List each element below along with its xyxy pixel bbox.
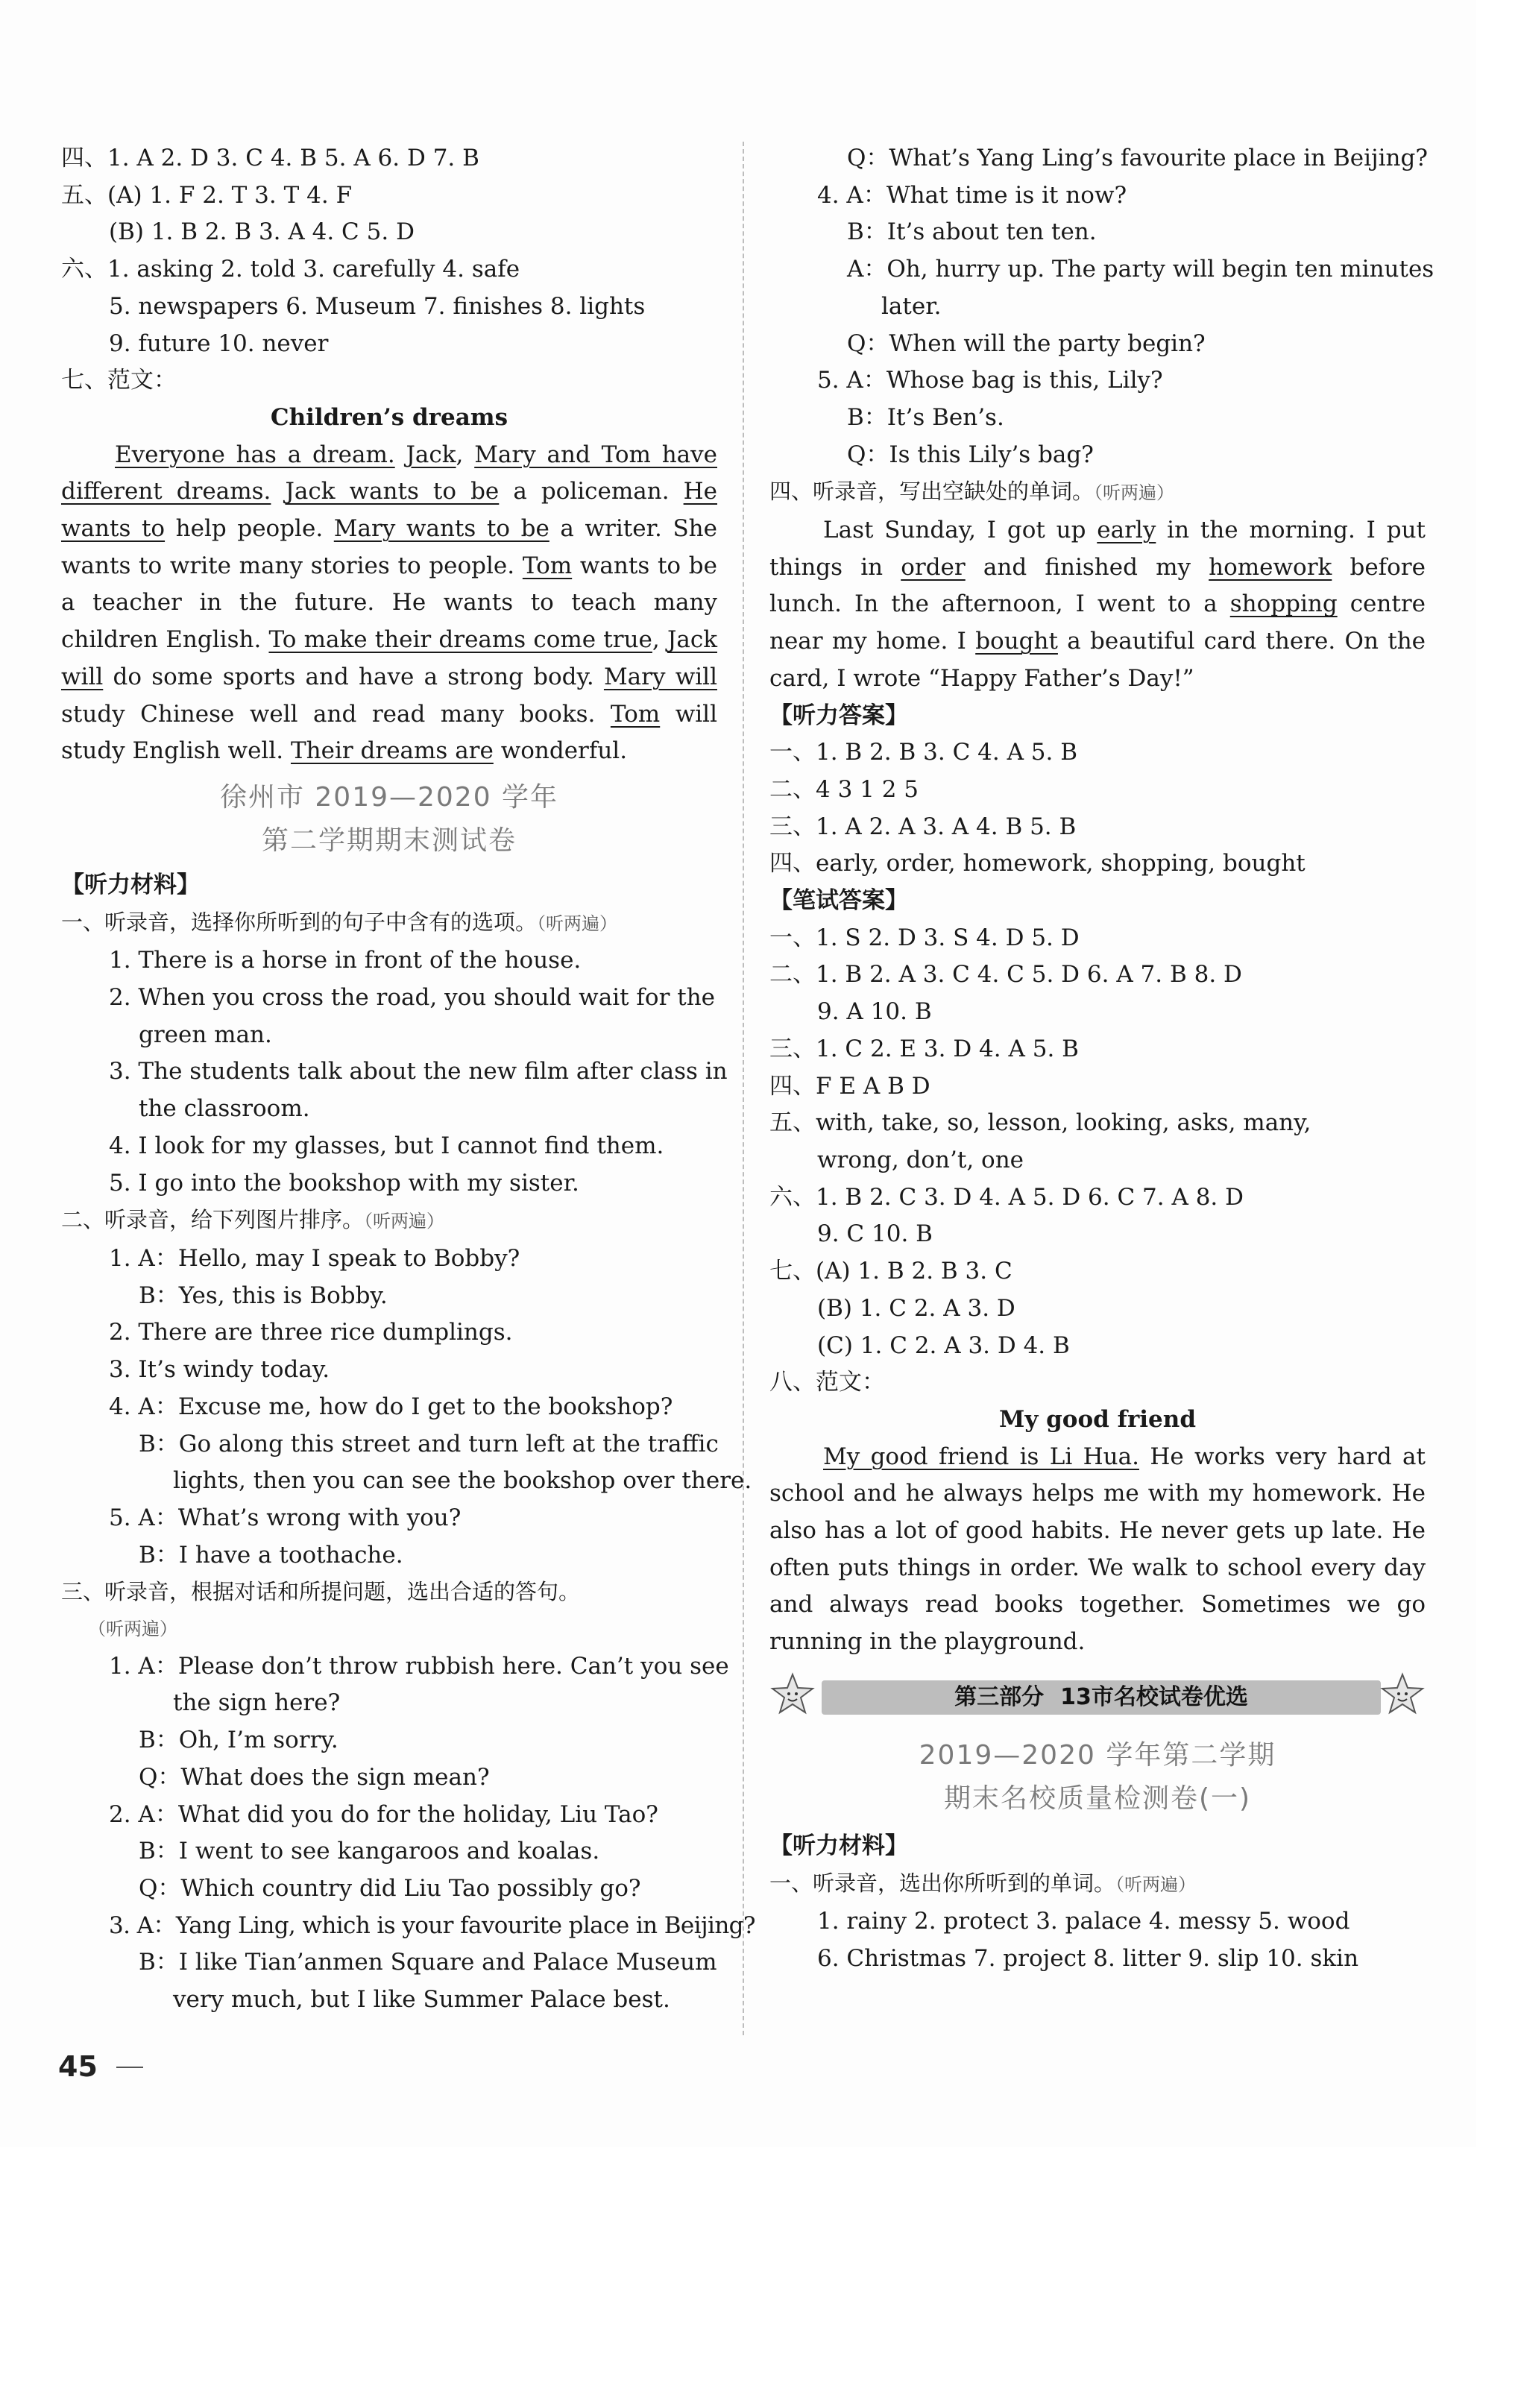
star-face-icon bbox=[1379, 1671, 1426, 1718]
passage-text: before lunch. In the afternoon, I went to a bbox=[769, 553, 1426, 618]
dialogue-line-continued: very much, but I like Summer Palace best. bbox=[173, 1986, 670, 2014]
essay-text: a writer. She wants to write many stories to people. bbox=[61, 515, 717, 579]
section-banner bbox=[769, 1671, 1426, 1724]
answer-line: 三、1. C 2. E 3. D 4. A 5. B bbox=[769, 1035, 1079, 1062]
right-column bbox=[769, 140, 1434, 1978]
instruction-text: 一、听录音，选择你所听到的句子中含有的选项。 bbox=[61, 909, 538, 935]
answer-word: bought bbox=[975, 628, 1058, 655]
answer-line: 七、(A) 1. B 2. B 3. C bbox=[769, 1258, 1012, 1285]
listen-twice-note: （听两遍） bbox=[1094, 482, 1175, 504]
answer-line: 四、early, order, homework, shopping, bought bbox=[769, 850, 1306, 877]
underlined-phrase: Mary will bbox=[603, 663, 717, 690]
exam-heading-line2: 期末名校质量检测卷(一) bbox=[943, 1783, 1252, 1814]
dialogue-line: B：Oh, I’m sorry. bbox=[139, 1727, 338, 1754]
word-list-line: 6. Christmas 7. project 8. litter 9. slip 10. skin bbox=[817, 1944, 1359, 1972]
section-2-instruction bbox=[61, 1202, 717, 1241]
answer-line: 一、1. B 2. B 3. C 4. A 5. B bbox=[769, 739, 1078, 766]
essay-text: He works very hard at school and he always helps me with my homework. He also has a lot of good habits. He never gets up late. He often puts things in order. We walk to school every day and always read books together. Sometimes we go running in the playground. bbox=[769, 1443, 1426, 1656]
listen-twice-note: （听两遍） bbox=[1115, 1873, 1197, 1895]
dialogue-line: 4. A：What time is it now? bbox=[817, 181, 1127, 209]
question-line: Q：When will the party begin? bbox=[847, 330, 1206, 357]
question-line: Q：Which country did Liu Tao possibly go? bbox=[139, 1874, 641, 1902]
answer-word: order bbox=[901, 553, 966, 581]
passage-text: and finished my bbox=[965, 553, 1209, 581]
page-number-dash bbox=[116, 2067, 143, 2068]
dialogue-line: B：I like Tian’anmen Square and Palace Museum bbox=[139, 1949, 717, 1976]
answer-line-continued: (C) 1. C 2. A 3. D 4. B bbox=[817, 1331, 1070, 1359]
underlined-phrase: Mary wants to be bbox=[333, 515, 549, 543]
essay-text: help people. bbox=[165, 515, 334, 543]
answer-line-continued: (B) 1. C 2. A 3. D bbox=[817, 1294, 1015, 1322]
sample-essay-label: 七、范文： bbox=[61, 367, 177, 394]
item: 1. There is a horse in front of the house. bbox=[109, 947, 582, 974]
essay-paragraph bbox=[769, 1439, 1426, 1661]
underlined-phrase: Mary and Tom have different dreams. bbox=[61, 441, 717, 505]
answer-word: shopping bbox=[1229, 590, 1338, 618]
underlined-phrase: He wants to bbox=[61, 478, 718, 543]
underlined-phrase: Jack will bbox=[61, 626, 717, 690]
answer-line: 一、1. S 2. D 3. S 4. D 5. D bbox=[769, 924, 1080, 951]
underlined-phrase: Jack bbox=[406, 441, 456, 468]
essay-text: will study English well. bbox=[61, 700, 717, 765]
exam-heading-line2: 第二学期期末测试卷 bbox=[261, 825, 517, 856]
listen-twice-note: （听两遍） bbox=[88, 1619, 177, 1640]
sample-essay-label: 八、范文： bbox=[769, 1369, 885, 1396]
listening-answers-label: 【听力答案】 bbox=[769, 702, 908, 729]
dialogue-line-continued: the sign here? bbox=[173, 1689, 341, 1717]
essay-text: study Chinese well and read many books. bbox=[61, 700, 611, 728]
item: 3. It’s windy today. bbox=[109, 1356, 330, 1384]
dialogue-line: B：I went to see kangaroos and koalas. bbox=[139, 1838, 600, 1865]
essay-text: wants to be a teacher in the future. He wants to teach many children English. bbox=[61, 552, 717, 654]
dialogue-line: B：I have a toothache. bbox=[139, 1541, 403, 1569]
dialogue-line: 1. A：Hello, may I speak to Bobby? bbox=[109, 1244, 520, 1272]
dialogue-line: 3. A：Yang Ling, which is your favourite place in Beijing? bbox=[109, 1911, 755, 1939]
listening-material-label: 【听力材料】 bbox=[61, 871, 200, 898]
exam-heading-line1: 徐州市 2019—2020 学年 bbox=[219, 781, 559, 813]
dialogue-line: B：It’s about ten ten. bbox=[847, 218, 1097, 246]
item: 5. I go into the bookshop with my sister. bbox=[109, 1169, 579, 1197]
question-line: Q：What does the sign mean? bbox=[139, 1763, 490, 1791]
listen-twice-note: （听两遍） bbox=[537, 913, 618, 934]
dialogue-line: 1. A：Please don’t throw rubbish here. Can’t you see bbox=[109, 1652, 729, 1680]
written-answers-label: 【笔试答案】 bbox=[769, 887, 908, 915]
star-face-icon bbox=[769, 1671, 816, 1718]
page-number: 45 bbox=[58, 2050, 98, 2083]
essay-paragraph bbox=[61, 437, 717, 770]
essay-text: do some sports and have a strong body. bbox=[103, 663, 604, 690]
question-line: Q：What’s Yang Ling’s favourite place in Beijing? bbox=[847, 145, 1428, 171]
answer-line-5b: (B) 1. B 2. B 3. A 4. C 5. D bbox=[109, 218, 415, 246]
banner-title: 13市名校试卷优选 bbox=[1060, 1683, 1248, 1710]
item: 4. I look for my glasses, but I cannot find them. bbox=[109, 1132, 664, 1159]
essay-title: Children’s dreams bbox=[270, 403, 508, 431]
answer-word: homework bbox=[1209, 553, 1332, 581]
banner-bar bbox=[822, 1680, 1381, 1715]
instruction-text: 一、听录音，选出你所听到的单词。 bbox=[769, 1870, 1116, 1896]
item-continued: green man. bbox=[139, 1021, 272, 1048]
essay-title: My good friend bbox=[999, 1405, 1196, 1433]
column-divider bbox=[743, 142, 744, 2035]
item: 3. The students talk about the new film after class in bbox=[109, 1058, 728, 1085]
section-4-instruction bbox=[769, 473, 1426, 512]
answer-line-6c: 9. future 10. never bbox=[109, 330, 329, 357]
underlined-phrase: Jack wants to be bbox=[285, 478, 500, 505]
answer-line: 五、with, take, so, lesson, looking, asks, many, bbox=[769, 1109, 1311, 1137]
dialogue-line: B：Go along this street and turn left at the traffic bbox=[139, 1430, 719, 1457]
dialogue-line: 4. A：Excuse me, how do I get to the bookshop? bbox=[109, 1393, 673, 1420]
answer-line-continued: 9. A 10. B bbox=[817, 998, 932, 1026]
answer-line-6a: 六、1. asking 2. told 3. carefully 4. safe bbox=[61, 256, 520, 283]
exam-heading-line1: 2019—2020 学年第二学期 bbox=[919, 1739, 1276, 1771]
underlined-phrase: My good friend is Li Hua. bbox=[823, 1443, 1139, 1470]
dialogue-line-continued: later. bbox=[881, 292, 942, 320]
dialogue-line: 5. A：Whose bag is this, Lily? bbox=[817, 367, 1163, 394]
underlined-phrase: To make their dreams come true bbox=[268, 626, 652, 654]
answer-line-5a: 五、(A) 1. F 2. T 3. T 4. F bbox=[61, 181, 353, 209]
dialogue-line: 2. A：What did you do for the holiday, Liu Tao? bbox=[109, 1800, 658, 1828]
instruction-text: 二、听录音，给下列图片排序。 bbox=[61, 1207, 365, 1233]
answer-line: 三、1. A 2. A 3. A 4. B 5. B bbox=[769, 813, 1077, 840]
section-1-instruction bbox=[769, 1865, 1426, 1904]
underlined-phrase: Tom bbox=[522, 552, 573, 579]
dialogue-line: A：Oh, hurry up. The party will begin ten minutes bbox=[847, 256, 1434, 283]
instruction-text: 四、听录音，写出空缺处的单词。 bbox=[769, 479, 1095, 505]
word-list-line: 1. rainy 2. protect 3. palace 4. messy 5. wood bbox=[817, 1908, 1350, 1935]
passage-text: in the morning. I put things in bbox=[769, 517, 1426, 581]
answer-line: 六、1. B 2. C 3. D 4. A 5. D 6. C 7. A 8. D bbox=[769, 1183, 1244, 1211]
passage-text: centre near my home. I bbox=[769, 590, 1426, 655]
answer-line-4: 四、1. A 2. D 3. C 4. B 5. A 6. D 7. B bbox=[61, 145, 479, 171]
banner-part-label: 第三部分 bbox=[954, 1683, 1045, 1710]
section-3-instruction: 三、听录音，根据对话和所提问题，选出合适的答句。 bbox=[61, 1579, 581, 1605]
passage-text: a beautiful card there. On the card, I wrote “Happy Father’s Day!” bbox=[769, 628, 1426, 692]
listen-twice-note: （听两遍） bbox=[364, 1211, 445, 1232]
dialogue-line-continued: lights, then you can see the bookshop over there. bbox=[173, 1467, 752, 1495]
essay-text bbox=[395, 441, 406, 468]
dialogue-line: 5. A：What’s wrong with you? bbox=[109, 1504, 462, 1531]
answer-line: 二、4 3 1 2 5 bbox=[769, 775, 919, 803]
passage-text: Last Sunday, I got up bbox=[823, 517, 1097, 544]
left-column bbox=[61, 140, 755, 2019]
item: 2. There are three rice dumplings. bbox=[109, 1319, 513, 1346]
underlined-phrase: Their dreams are bbox=[290, 737, 494, 765]
item: 2. When you cross the road, you should wait for the bbox=[109, 984, 716, 1012]
answer-line-continued: wrong, don’t, one bbox=[817, 1146, 1024, 1173]
underlined-phrase: Tom bbox=[610, 700, 661, 728]
dialogue-line: B：It’s Ben’s. bbox=[847, 403, 1004, 431]
essay-text: , bbox=[456, 441, 475, 468]
dialogue-line: B：Yes, this is Bobby. bbox=[139, 1282, 388, 1309]
essay-text: wonderful. bbox=[493, 737, 628, 765]
essay-text: , bbox=[652, 626, 667, 654]
fill-in-passage bbox=[769, 512, 1426, 698]
item-continued: the classroom. bbox=[139, 1095, 310, 1123]
section-1-instruction bbox=[61, 904, 717, 943]
answer-line-6b: 5. newspapers 6. Museum 7. finishes 8. lights bbox=[109, 292, 646, 320]
answer-line-continued: 9. C 10. B bbox=[817, 1220, 933, 1248]
answer-line: 四、F E A B D bbox=[769, 1072, 930, 1100]
essay-text bbox=[271, 478, 285, 505]
answer-word: early bbox=[1097, 517, 1156, 544]
answer-line: 二、1. B 2. A 3. C 4. C 5. D 6. A 7. B 8. D bbox=[769, 961, 1242, 989]
listening-material-label: 【听力材料】 bbox=[769, 1832, 908, 1859]
question-line: Q：Is this Lily’s bag? bbox=[847, 441, 1094, 468]
underlined-phrase: Everyone has a dream. bbox=[115, 441, 395, 468]
essay-text: a policeman. bbox=[499, 478, 684, 505]
